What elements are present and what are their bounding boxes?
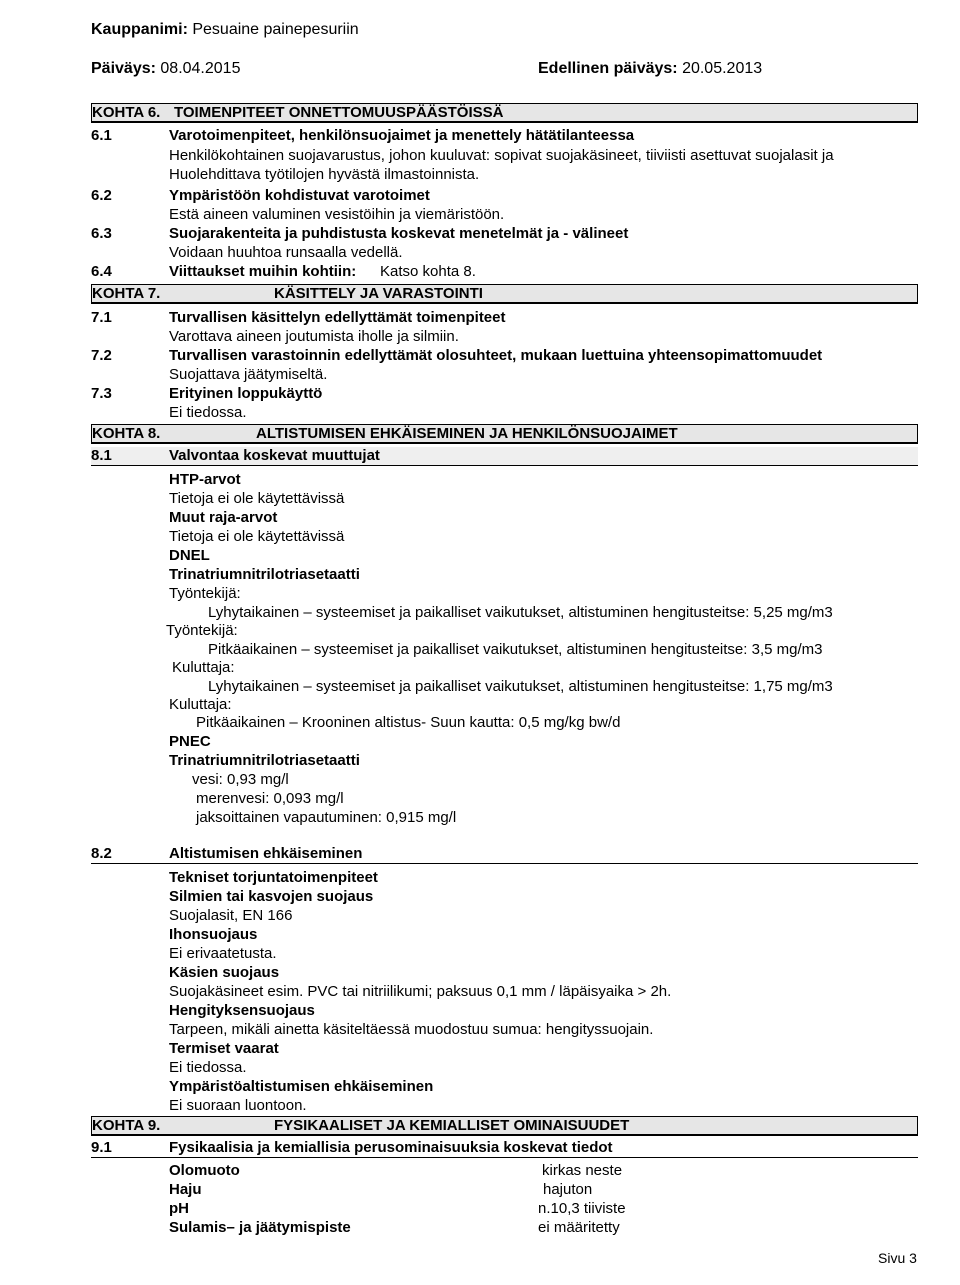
previous-date: Edellinen päiväys: 20.05.2013 xyxy=(538,60,763,77)
section-6-header xyxy=(91,103,918,123)
section-9-title: FYSIKAALISET JA KEMIALLISET OMINAISUUDET xyxy=(274,1117,630,1134)
trade-name: Kauppanimi: Pesuaine painepesuriin xyxy=(91,21,359,38)
subsection-7-3-title: Erityinen loppukäyttö xyxy=(169,385,323,402)
subsection-6-3-title: Suojarakenteita ja puhdistusta koskevat menetelmät ja - välineet xyxy=(169,225,629,242)
section-8-title: ALTISTUMISEN EHKÄISEMINEN JA HENKILÖNSUOJAIMET xyxy=(256,425,678,442)
subsection-6-1-title: Varotoimenpiteet, henkilönsuojaimet ja menettely hätätilanteessa xyxy=(169,127,635,144)
section-7-header xyxy=(91,284,918,304)
date: Päiväys: 08.04.2015 xyxy=(91,60,241,77)
subsection-8-2-header: 8.2 Altistumisen ehkäiseminen xyxy=(91,845,918,864)
subsection-7-2-title: Turvallisen varastoinnin edellyttämät olosuhteet, mukaan luettuina yhteensopimattomuudet xyxy=(169,347,823,364)
section-7-title: KÄSITTELY JA VARASTOINTI xyxy=(274,285,483,302)
subsection-6-4-title: Viittaukset muihin kohtiin: xyxy=(169,263,357,280)
section-8-header xyxy=(91,424,918,444)
subsection-6-2-title: Ympäristöön kohdistuvat varotoimet xyxy=(169,187,430,204)
subsection-8-1-header: 8.1 Valvontaa koskevat muuttujat xyxy=(91,447,918,466)
section-9-header xyxy=(91,1116,918,1136)
subsection-9-1-header: 9.1 Fysikaalisia ja kemiallisia perusominaisuuksia koskevat tiedot xyxy=(91,1139,918,1158)
section-9-number: KOHTA 9. xyxy=(92,1117,161,1134)
section-6-title: TOIMENPITEET ONNETTOMUUSPÄÄSTÖISSÄ xyxy=(174,104,504,121)
page-number: Sivu 3 xyxy=(878,1250,917,1266)
section-8-number: KOHTA 8. xyxy=(92,425,161,442)
section-6-number: KOHTA 6. xyxy=(92,104,161,121)
section-7-number: KOHTA 7. xyxy=(92,285,161,302)
subsection-7-1-title: Turvallisen käsittelyn edellyttämät toimenpiteet xyxy=(169,309,506,326)
